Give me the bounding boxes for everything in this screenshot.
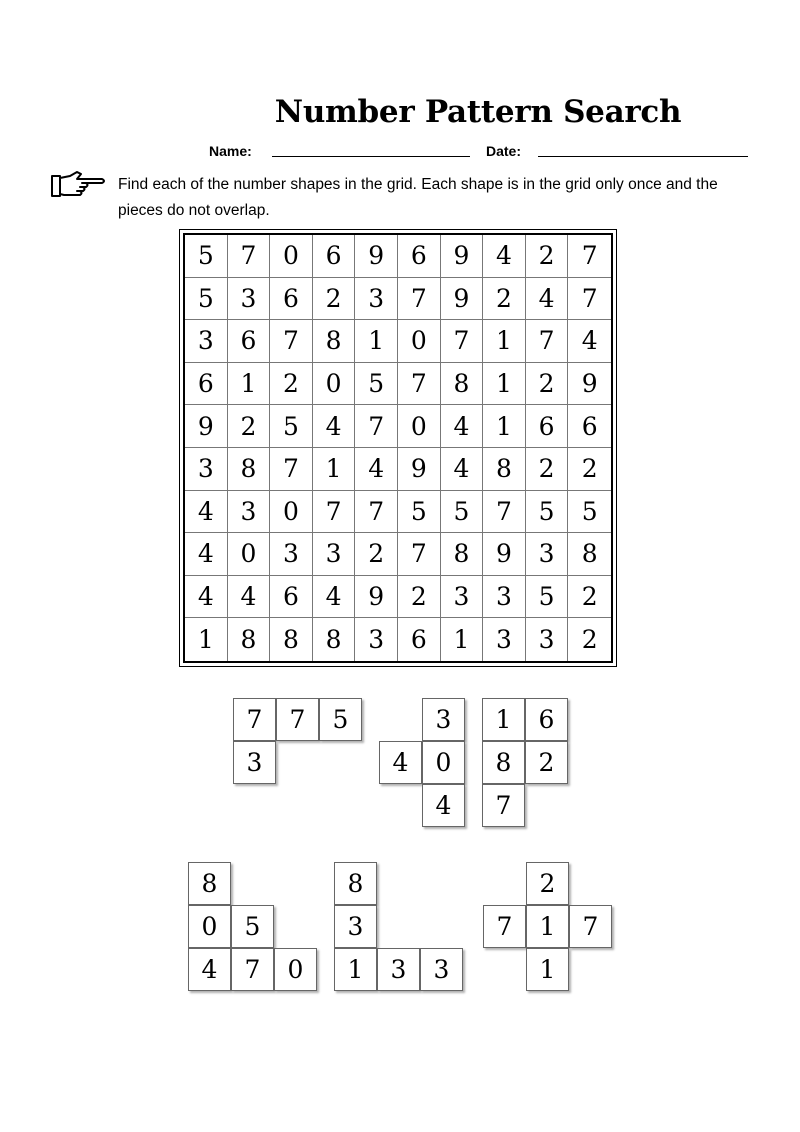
grid-cell[interactable]: 0 bbox=[398, 320, 441, 363]
grid-cell[interactable]: 5 bbox=[526, 576, 569, 619]
grid-cell[interactable]: 9 bbox=[355, 235, 398, 278]
grid-cell[interactable]: 6 bbox=[398, 235, 441, 278]
grid-cell[interactable]: 2 bbox=[568, 448, 611, 491]
grid-cell[interactable]: 7 bbox=[228, 235, 271, 278]
grid-cell[interactable]: 7 bbox=[355, 491, 398, 534]
grid-cell[interactable]: 7 bbox=[270, 320, 313, 363]
date-field[interactable] bbox=[538, 156, 748, 157]
grid-cell[interactable]: 3 bbox=[185, 448, 228, 491]
grid-cell[interactable]: 9 bbox=[568, 363, 611, 406]
grid-cell[interactable]: 8 bbox=[228, 618, 271, 661]
grid-cell[interactable]: 6 bbox=[568, 405, 611, 448]
shape-cell: 7 bbox=[233, 698, 276, 741]
grid-cell[interactable]: 5 bbox=[441, 491, 484, 534]
instructions-text: Find each of the number shapes in the grid. Each shape is in the grid only once and the pieces do not overlap. bbox=[118, 176, 718, 219]
name-label: Name: bbox=[209, 143, 252, 159]
grid-cell[interactable]: 5 bbox=[270, 405, 313, 448]
grid-cell[interactable]: 6 bbox=[313, 235, 356, 278]
shape-cell: 6 bbox=[525, 698, 568, 741]
grid-cell[interactable]: 4 bbox=[228, 576, 271, 619]
grid-cell[interactable]: 4 bbox=[355, 448, 398, 491]
grid-cell[interactable]: 2 bbox=[526, 448, 569, 491]
grid-cell[interactable]: 8 bbox=[441, 363, 484, 406]
shape-cell: 5 bbox=[319, 698, 362, 741]
grid-cell[interactable]: 4 bbox=[568, 320, 611, 363]
shape-cell: 0 bbox=[422, 741, 465, 784]
grid-cell[interactable]: 1 bbox=[185, 618, 228, 661]
grid-cell[interactable]: 3 bbox=[355, 618, 398, 661]
grid-cell[interactable]: 2 bbox=[483, 278, 526, 321]
grid-cell[interactable]: 5 bbox=[398, 491, 441, 534]
grid-cell[interactable]: 7 bbox=[270, 448, 313, 491]
grid-cell[interactable]: 7 bbox=[398, 278, 441, 321]
grid-cell[interactable]: 4 bbox=[483, 235, 526, 278]
number-grid bbox=[183, 233, 613, 663]
shape-cell: 4 bbox=[188, 948, 231, 991]
grid-cell[interactable]: 9 bbox=[398, 448, 441, 491]
grid-cell[interactable]: 6 bbox=[228, 320, 271, 363]
grid-cell[interactable]: 7 bbox=[568, 278, 611, 321]
grid-cell[interactable]: 9 bbox=[441, 235, 484, 278]
grid-cell[interactable]: 8 bbox=[313, 320, 356, 363]
grid-cell[interactable]: 3 bbox=[526, 618, 569, 661]
grid-cell[interactable]: 9 bbox=[483, 533, 526, 576]
grid-cell[interactable]: 4 bbox=[526, 278, 569, 321]
shape-cell: 3 bbox=[422, 698, 465, 741]
grid-cell[interactable]: 8 bbox=[441, 533, 484, 576]
shape-cell: 7 bbox=[569, 905, 612, 948]
grid-cell[interactable]: 2 bbox=[398, 576, 441, 619]
shape-cell: 1 bbox=[526, 905, 569, 948]
shape-cell: 3 bbox=[420, 948, 463, 991]
grid-cell[interactable]: 7 bbox=[568, 235, 611, 278]
grid-cell[interactable]: 0 bbox=[398, 405, 441, 448]
grid-cell[interactable]: 8 bbox=[313, 618, 356, 661]
grid-cell[interactable]: 0 bbox=[270, 235, 313, 278]
grid-cell[interactable]: 1 bbox=[483, 320, 526, 363]
shape-cell: 4 bbox=[422, 784, 465, 827]
grid-cell[interactable]: 3 bbox=[228, 491, 271, 534]
page-title: Number Pattern Search bbox=[274, 94, 682, 130]
grid-cell[interactable]: 1 bbox=[228, 363, 271, 406]
grid-cell[interactable]: 6 bbox=[398, 618, 441, 661]
grid-cell[interactable]: 2 bbox=[581, 625, 598, 655]
grid-cell[interactable]: 2 bbox=[313, 278, 356, 321]
number-grid-frame bbox=[179, 229, 617, 667]
grid-cell[interactable]: 0 bbox=[313, 363, 356, 406]
grid-cell[interactable]: 1 bbox=[483, 363, 526, 406]
grid-cell[interactable]: 6 bbox=[270, 576, 313, 619]
grid-cell[interactable]: 1 bbox=[355, 320, 398, 363]
name-field[interactable] bbox=[272, 156, 470, 157]
grid-cell[interactable]: 7 bbox=[313, 491, 356, 534]
grid-cell[interactable]: 7 bbox=[526, 320, 569, 363]
grid-cell[interactable]: 7 bbox=[441, 320, 484, 363]
grid-cell[interactable]: 7 bbox=[398, 363, 441, 406]
shape-cell: 1 bbox=[526, 948, 569, 991]
grid-cell[interactable]: 8 bbox=[228, 448, 271, 491]
grid-cell[interactable]: 3 bbox=[313, 533, 356, 576]
grid-cell[interactable]: 9 bbox=[441, 278, 484, 321]
grid-cell[interactable]: 3 bbox=[526, 533, 569, 576]
grid-cell[interactable]: 3 bbox=[355, 278, 398, 321]
grid-cell[interactable]: 6 bbox=[185, 363, 228, 406]
grid-cell[interactable]: 1 bbox=[483, 405, 526, 448]
grid-cell[interactable]: 8 bbox=[568, 533, 611, 576]
grid-cell[interactable]: 5 bbox=[568, 491, 611, 534]
grid-cell[interactable]: 2 bbox=[526, 235, 569, 278]
grid-cell[interactable]: 3 bbox=[441, 576, 484, 619]
grid-cell[interactable]: 2 bbox=[568, 576, 611, 619]
shape-cell: 3 bbox=[334, 905, 377, 948]
grid-cell[interactable]: 7 bbox=[483, 491, 526, 534]
shape-cell: 2 bbox=[525, 741, 568, 784]
shape-cell: 2 bbox=[526, 862, 569, 905]
grid-cell[interactable]: 4 bbox=[441, 405, 484, 448]
grid-cell[interactable]: 4 bbox=[313, 576, 356, 619]
shape-cell: 3 bbox=[377, 948, 420, 991]
date-label: Date: bbox=[486, 143, 522, 159]
grid-cell[interactable]: 4 bbox=[185, 533, 228, 576]
grid-cell[interactable]: 4 bbox=[441, 448, 484, 491]
shape-cell: 7 bbox=[231, 948, 274, 991]
grid-cell[interactable]: 0 bbox=[270, 491, 313, 534]
grid-cell[interactable]: 4 bbox=[185, 491, 228, 534]
grid-cell[interactable]: 2 bbox=[270, 363, 313, 406]
grid-cell[interactable]: 5 bbox=[185, 278, 228, 321]
shape-cell: 8 bbox=[334, 862, 377, 905]
shape-cell: 5 bbox=[231, 905, 274, 948]
shape-cell: 7 bbox=[276, 698, 319, 741]
grid-cell[interactable]: 5 bbox=[355, 363, 398, 406]
grid-cell[interactable]: 4 bbox=[185, 576, 228, 619]
grid-cell[interactable]: 3 bbox=[228, 278, 271, 321]
grid-cell[interactable]: 2 bbox=[228, 405, 271, 448]
grid-cell[interactable]: 1 bbox=[313, 448, 356, 491]
grid-cell[interactable]: 8 bbox=[270, 618, 313, 661]
shape-cell: 7 bbox=[482, 784, 525, 827]
grid-cell[interactable]: 6 bbox=[526, 405, 569, 448]
grid-cell[interactable]: 5 bbox=[526, 491, 569, 534]
grid-cell[interactable]: 2 bbox=[526, 363, 569, 406]
grid-cell[interactable]: 0 bbox=[228, 533, 271, 576]
shape-cell: 7 bbox=[483, 905, 526, 948]
shape-cell: 8 bbox=[482, 741, 525, 784]
grid-cell[interactable]: 9 bbox=[185, 405, 228, 448]
grid-cell[interactable]: 3 bbox=[270, 533, 313, 576]
grid-cell[interactable]: 4 bbox=[313, 405, 356, 448]
grid-cell[interactable]: 8 bbox=[483, 448, 526, 491]
grid-cell[interactable]: 7 bbox=[355, 405, 398, 448]
shape-cell: 3 bbox=[233, 741, 276, 784]
grid-cell[interactable]: 1 bbox=[441, 618, 484, 661]
shape-cell: 4 bbox=[379, 741, 422, 784]
grid-cell[interactable]: 7 bbox=[398, 533, 441, 576]
shape-cell: 1 bbox=[334, 948, 377, 991]
pointing-hand-icon bbox=[50, 168, 108, 200]
shape-cell: 8 bbox=[188, 862, 231, 905]
shape-cell: 0 bbox=[188, 905, 231, 948]
shape-cell: 1 bbox=[482, 698, 525, 741]
grid-cell[interactable]: 3 bbox=[483, 576, 526, 619]
grid-cell[interactable]: 9 bbox=[355, 576, 398, 619]
grid-cell[interactable]: 5 bbox=[185, 235, 228, 278]
grid-cell[interactable]: 3 bbox=[483, 618, 526, 661]
grid-cell[interactable]: 6 bbox=[270, 278, 313, 321]
shape-cell: 0 bbox=[274, 948, 317, 991]
grid-cell[interactable]: 2 bbox=[355, 533, 398, 576]
grid-cell[interactable]: 3 bbox=[185, 320, 228, 363]
